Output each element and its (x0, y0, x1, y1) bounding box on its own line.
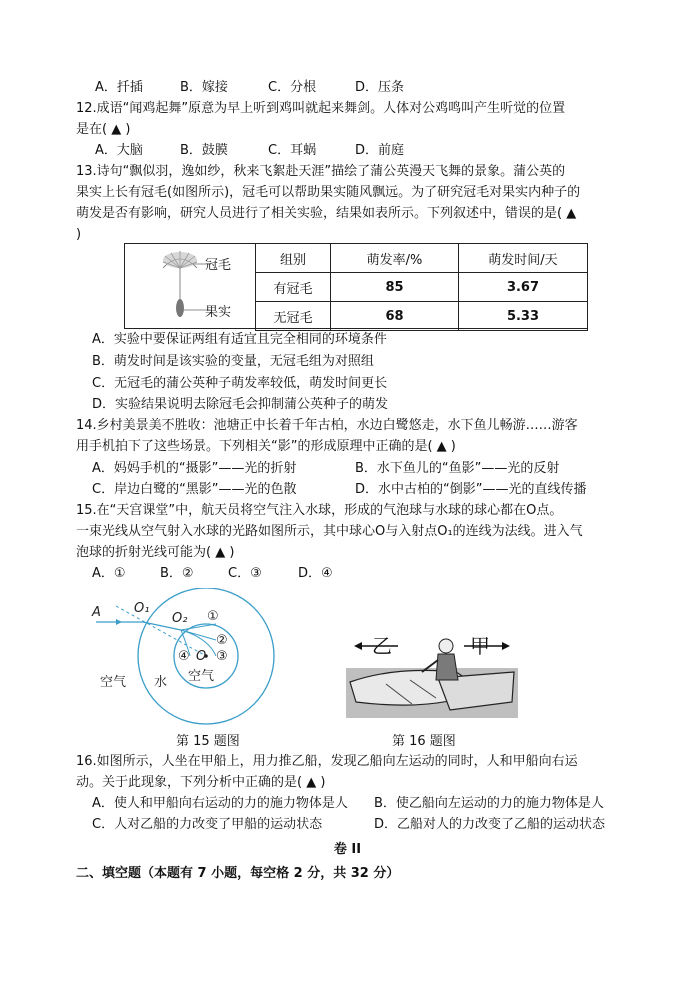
q14-stem-line1: 14.乡村美景美不胜收：池塘正中长着千年古柏，水边白鹭悠走，水下鱼儿畅游……游客 (76, 418, 578, 433)
q14-option-d: D．水中古柏的“倒影”——光的直线传播 (355, 482, 587, 497)
q15-stem-line2: 一束光线从空气射入水球的光路如图所示，其中球心O与入射点O₁的连线为法线。进入气 (76, 524, 583, 539)
dandelion-seed-illustration (125, 244, 255, 328)
label-air-inner: 空气 (188, 669, 215, 684)
q16-option-d: D．乙船对人的力改变了乙船的运动状态 (374, 817, 606, 832)
label-ray-3: ③ (216, 649, 228, 664)
q13-option-b: B．萌发时间是该实验的变量，无冠毛组为对照组 (92, 354, 374, 369)
boat-push-figure (346, 620, 518, 718)
person-body (436, 654, 458, 680)
table-cell: 85 (331, 273, 459, 302)
label-water: 水 (154, 675, 168, 690)
q12-option-a: A．大脑 (95, 143, 143, 158)
person-head (439, 639, 453, 653)
normal-dashed-line (116, 606, 206, 656)
q14-option-b: B．水下鱼儿的“鱼影”——光的反射 (355, 461, 560, 476)
q16-stem-line1: 16.如图所示，人坐在甲船上，用力推乙船，发现乙船向左运动的同时，人和甲船向右运 (76, 754, 578, 769)
q14-stem-line2: 用手机拍下了这些场景。下列相关“影”的形成原理中正确的是( ▲ ) (76, 439, 456, 454)
q15-option-c: C．③ (228, 566, 262, 581)
q15-option-b: B．② (160, 566, 194, 581)
q14-option-a: A．妈妈手机的“摄影”——光的折射 (92, 461, 297, 476)
fruit-label: 果实 (205, 305, 232, 320)
q11-option-d: D．压条 (355, 80, 405, 95)
figure-15-caption: 第 15 题图 (176, 734, 240, 749)
q12-option-d: D．前庭 (355, 143, 405, 158)
germination-table (255, 243, 588, 331)
label-O1: O₁ (134, 601, 150, 616)
label-A: A (92, 605, 101, 620)
table-header-cell: 组别 (256, 244, 331, 273)
table-header-row (256, 244, 588, 273)
boat-yi-label: 乙 (372, 634, 392, 658)
q11-option-c: C．分根 (268, 80, 317, 95)
q11-option-b: B．嫁接 (180, 80, 228, 95)
table-row (256, 302, 588, 331)
q15-option-d: D．④ (298, 566, 333, 581)
table-cell: 无冠毛 (256, 302, 331, 331)
q12-stem-line2: 是在( ▲ ) (76, 122, 131, 137)
pappus-label: 冠毛 (205, 258, 232, 273)
water-ball-light-path-diagram (88, 588, 303, 728)
boat-jia-label: 甲 (470, 634, 490, 658)
q13-stem-line3: 萌发是否有影响，研究人员进行了相关实验，结果如表所示。下列叙述中，错误的是( ▲ (76, 206, 577, 221)
table-cell: 3.67 (459, 273, 588, 302)
q15-stem-line3: 泡球的折射光线可能为( ▲ ) (76, 545, 235, 560)
figure-16-caption: 第 16 题图 (392, 734, 456, 749)
right-arrow-icon (502, 642, 510, 650)
label-air-outer: 空气 (100, 675, 127, 690)
q11-option-a: A．扦插 (95, 80, 143, 95)
q13-option-c: C．无冠毛的蒲公英种子萌发率较低，萌发时间更长 (92, 376, 388, 391)
q14-option-c: C．岸边白鹭的“黑影”——光的色散 (92, 482, 297, 497)
q12-option-b: B．鼓膜 (180, 143, 228, 158)
q13-stem-line2: 果实上长有冠毛(如图所示)，冠毛可以帮助果实随风飘远。为了研究冠毛对果实内种子的 (76, 185, 581, 200)
left-arrow-icon (354, 642, 362, 650)
table-cell: 68 (331, 302, 459, 331)
label-O2: O₂ (172, 611, 188, 626)
table-row (256, 273, 588, 302)
q13-option-a: A．实验中要保证两组有适宜且完全相同的环境条件 (92, 332, 387, 347)
q16-stem-line2: 动。关于此现象，下列分析中正确的是( ▲ ) (76, 775, 326, 790)
table-header-cell: 萌发时间/天 (459, 244, 588, 273)
q12-stem-line1: 12.成语“闻鸡起舞”原意为早上听到鸡叫就起来舞剑。人体对公鸡鸣叫产生听觉的位置 (76, 101, 566, 116)
q13-stem-line1: 13.诗句“飘似羽，逸如纱，秋来飞絮赴天涯”描绘了蒲公英漫天飞舞的景象。蒲公英的 (76, 164, 566, 179)
q15-stem-line1: 15.在“天宫课堂”中，航天员将空气注入水球，形成的气泡球与水球的球心都在O点。 (76, 503, 563, 518)
q16-option-b: B．使乙船向左运动的力的施力物体是人 (374, 796, 604, 811)
label-ray-2: ② (216, 633, 228, 648)
incident-arrow-icon (116, 619, 122, 625)
table-cell: 有冠毛 (256, 273, 331, 302)
volume-ii-title: 卷 II (333, 842, 362, 857)
label-O: O (196, 649, 207, 664)
dandelion-figure (125, 244, 256, 328)
table-cell: 5.33 (459, 302, 588, 331)
q16-option-c: C．人对乙船的力改变了甲船的运动状态 (92, 817, 323, 832)
q12-option-c: C．耳蜗 (268, 143, 317, 158)
q13-figure-table-frame (124, 243, 588, 329)
q13-stem-line4: ) (76, 227, 82, 242)
part-two-title: 二、填空题（本题有 7 小题，每空格 2 分，共 32 分） (76, 866, 400, 881)
label-ray-1: ① (207, 609, 219, 624)
q16-option-a: A．使人和甲船向右运动的力的施力物体是人 (92, 796, 348, 811)
q15-option-a: A．① (92, 566, 126, 581)
q13-option-d: D．实验结果说明去除冠毛会抑制蒲公英种子的萌发 (92, 397, 389, 412)
label-ray-4: ④ (178, 649, 190, 664)
table-header-cell: 萌发率/% (331, 244, 459, 273)
